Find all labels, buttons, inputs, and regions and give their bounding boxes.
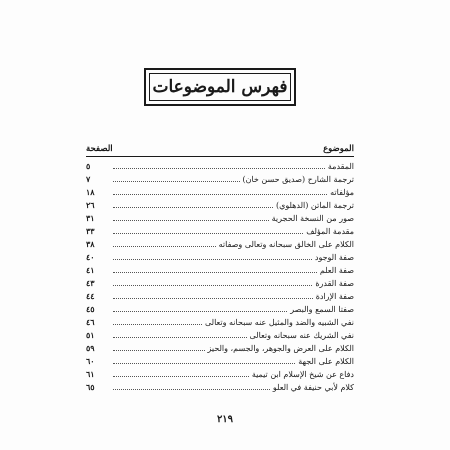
toc-entry-title: الكلام على الجهة xyxy=(298,357,354,366)
page-title: فهرس الموضوعات xyxy=(152,77,288,97)
toc-row[interactable] xyxy=(86,160,354,173)
toc-row[interactable] xyxy=(86,264,354,277)
toc-entry-page: ٤٠ xyxy=(86,252,95,262)
table-of-contents xyxy=(86,140,354,394)
toc-row[interactable] xyxy=(86,381,354,394)
toc-entry-title: صفة الإرادة xyxy=(315,292,354,301)
toc-entry-title: صفة الوجود xyxy=(314,253,354,262)
toc-row[interactable] xyxy=(86,212,354,225)
dot-leader xyxy=(113,212,269,221)
toc-entry-page: ٦١ xyxy=(86,369,95,379)
toc-row[interactable] xyxy=(86,355,354,368)
toc-row[interactable] xyxy=(86,277,354,290)
toc-entry-title: مقدمة المؤلف xyxy=(306,227,354,236)
toc-entry-page: ٣٨ xyxy=(86,239,95,249)
toc-entry-page: ٤٣ xyxy=(86,278,95,288)
dot-leader xyxy=(113,368,249,377)
toc-entry-page: ٣٣ xyxy=(86,226,95,236)
toc-entry-title: مؤلفاته xyxy=(330,188,354,197)
dot-leader xyxy=(113,264,317,273)
title-frame-inner xyxy=(149,73,291,101)
toc-entry-title: ترجمة الماتن (الدهلوي) xyxy=(276,201,354,210)
toc-row[interactable] xyxy=(86,303,354,316)
toc-entry-title: صفتا السمع والبصر xyxy=(290,305,354,314)
toc-entry-title: نفي الشريك عنه سبحانه وتعالى xyxy=(249,331,354,340)
toc-entry-page: ٥ xyxy=(86,161,91,171)
page-number: ٢١٩ xyxy=(216,414,234,425)
toc-entry-page: ٤٦ xyxy=(86,317,95,327)
dot-leader xyxy=(113,251,312,260)
toc-entry-page: ٦٠ xyxy=(86,356,95,366)
toc-entry-title: صفة العلم xyxy=(319,266,354,275)
toc-entry-page: ٢٦ xyxy=(86,200,95,210)
toc-row[interactable] xyxy=(86,368,354,381)
toc-entry-page: ٦٥ xyxy=(86,382,95,392)
dot-leader xyxy=(113,355,295,364)
toc-row[interactable] xyxy=(86,225,354,238)
toc-row[interactable] xyxy=(86,186,354,199)
dot-leader xyxy=(113,381,270,390)
toc-row[interactable] xyxy=(86,173,354,186)
dot-leader xyxy=(113,290,313,299)
toc-row[interactable] xyxy=(86,251,354,264)
page-column-header: الصفحة xyxy=(86,144,113,154)
toc-entry-page: ٥٩ xyxy=(86,343,95,353)
toc-row[interactable] xyxy=(86,316,354,329)
dot-leader xyxy=(113,277,312,286)
toc-entry-page: ٥١ xyxy=(86,330,95,340)
dot-leader xyxy=(113,342,205,351)
toc-entry-title: كلام لأبي حنيفة في العلو xyxy=(272,383,354,392)
toc-row[interactable] xyxy=(86,342,354,355)
dot-leader xyxy=(113,316,202,325)
toc-entry-title: صور من النسخة الحجرية xyxy=(271,214,354,223)
toc-entry-title: صفة القدرة xyxy=(315,279,354,288)
dot-leader xyxy=(113,329,247,338)
dot-leader xyxy=(113,173,240,182)
toc-header xyxy=(86,140,354,157)
toc-entry-title: نفي الشبيه والضد والمثيل عنه سبحانه وتعالى xyxy=(204,318,354,327)
dot-leader xyxy=(113,238,216,247)
toc-entry-page: ٤٥ xyxy=(86,304,95,314)
toc-entry-title: دفاع عن شيخ الإسلام ابن تيمية xyxy=(251,370,354,379)
toc-entry-page: ٤١ xyxy=(86,265,95,275)
dot-leader xyxy=(113,160,325,169)
toc-row[interactable] xyxy=(86,329,354,342)
topic-column-header: الموضوع xyxy=(323,144,354,154)
toc-entry-page: ٧ xyxy=(86,174,91,184)
toc-entry-page: ٣١ xyxy=(86,213,95,223)
toc-row[interactable] xyxy=(86,199,354,212)
toc-entry-title: الكلام على الخالق سبحانه وتعالى وصفاته xyxy=(218,240,354,249)
toc-entry-title: ترجمة الشارح (صديق حسن خان) xyxy=(242,175,354,184)
toc-entry-page: ١٨ xyxy=(86,187,95,197)
toc-row[interactable] xyxy=(86,238,354,251)
toc-entry-title: الكلام على العرض والجوهر، والجسم، والحيز xyxy=(207,344,354,353)
dot-leader xyxy=(113,303,287,312)
toc-row[interactable] xyxy=(86,290,354,303)
dot-leader xyxy=(113,199,273,208)
toc-entry-page: ٤٤ xyxy=(86,291,95,301)
toc-entry-title: المقدمة xyxy=(327,162,354,171)
dot-leader xyxy=(113,186,327,195)
dot-leader xyxy=(113,225,303,234)
title-frame xyxy=(144,68,296,106)
